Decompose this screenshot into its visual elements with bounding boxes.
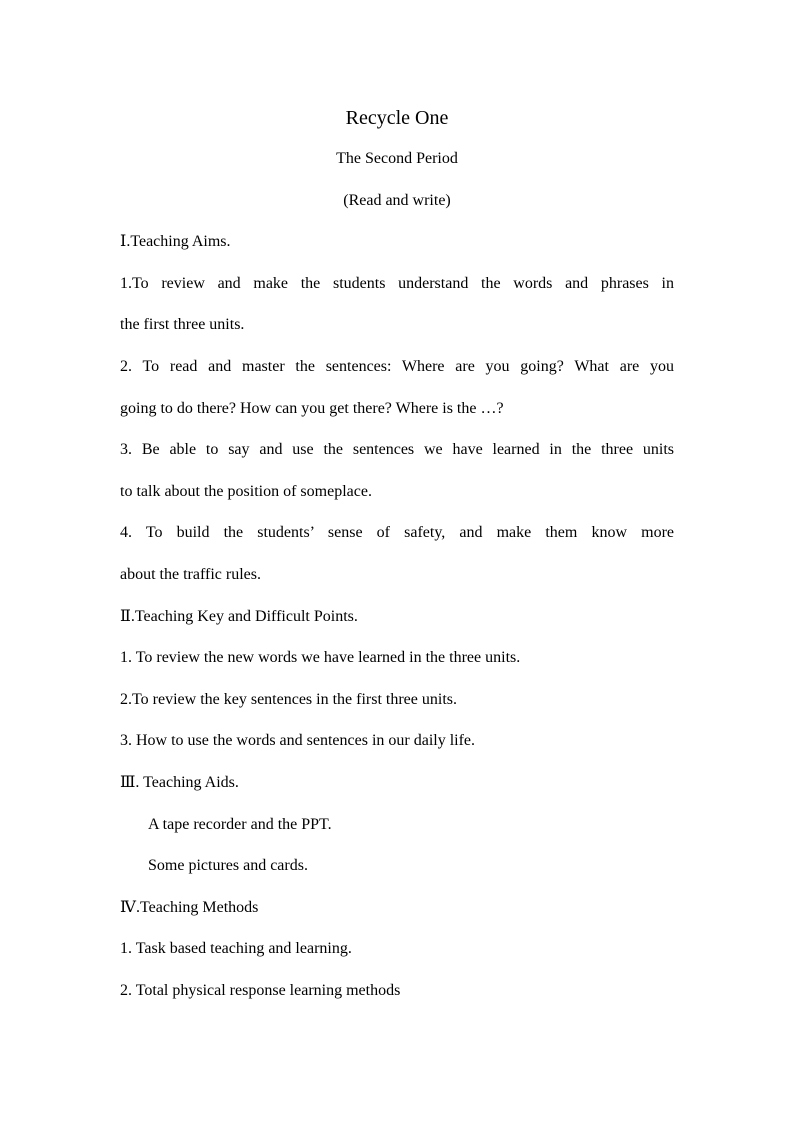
paragraph-line: Some pictures and cards. <box>148 857 308 874</box>
paragraph-line: going to do there? How can you get there? Where is the …? <box>120 400 504 417</box>
paragraph-line: 2. Total physical response learning methods <box>120 982 401 999</box>
paragraph-line: about the traffic rules. <box>120 566 261 583</box>
paragraph-line: 2. To read and master the sentences: Where are you going? What are you <box>120 358 674 375</box>
paragraph-line: the first three units. <box>120 316 245 333</box>
paragraph-line: 2.To review the key sentences in the first three units. <box>120 691 457 708</box>
document-title: Recycle One <box>345 107 449 129</box>
section-heading-teaching-aims: Ⅰ.Teaching Aims. <box>120 233 231 250</box>
section-heading-teaching-methods: Ⅳ.Teaching Methods <box>120 899 259 916</box>
paragraph-line: 1.To review and make the students understand the words and phrases in <box>120 275 674 292</box>
section-heading-teaching-aids: Ⅲ. Teaching Aids. <box>120 774 239 791</box>
paragraph-line: to talk about the position of someplace. <box>120 483 372 500</box>
document-subtitle: The Second Period <box>336 150 458 167</box>
section-heading-key-points: Ⅱ.Teaching Key and Difficult Points. <box>120 608 358 625</box>
paragraph-line: 3. Be able to say and use the sentences we have learned in the three units <box>120 441 674 458</box>
document-subsubtitle: (Read and write) <box>343 192 451 209</box>
paragraph-line: 4. To build the students’ sense of safety, and make them know more <box>120 524 674 541</box>
paragraph-line: 1. To review the new words we have learned in the three units. <box>120 649 521 666</box>
paragraph-line: 3. How to use the words and sentences in our daily life. <box>120 732 476 749</box>
paragraph-line: 1. Task based teaching and learning. <box>120 940 352 957</box>
paragraph-line: A tape recorder and the PPT. <box>148 816 332 833</box>
